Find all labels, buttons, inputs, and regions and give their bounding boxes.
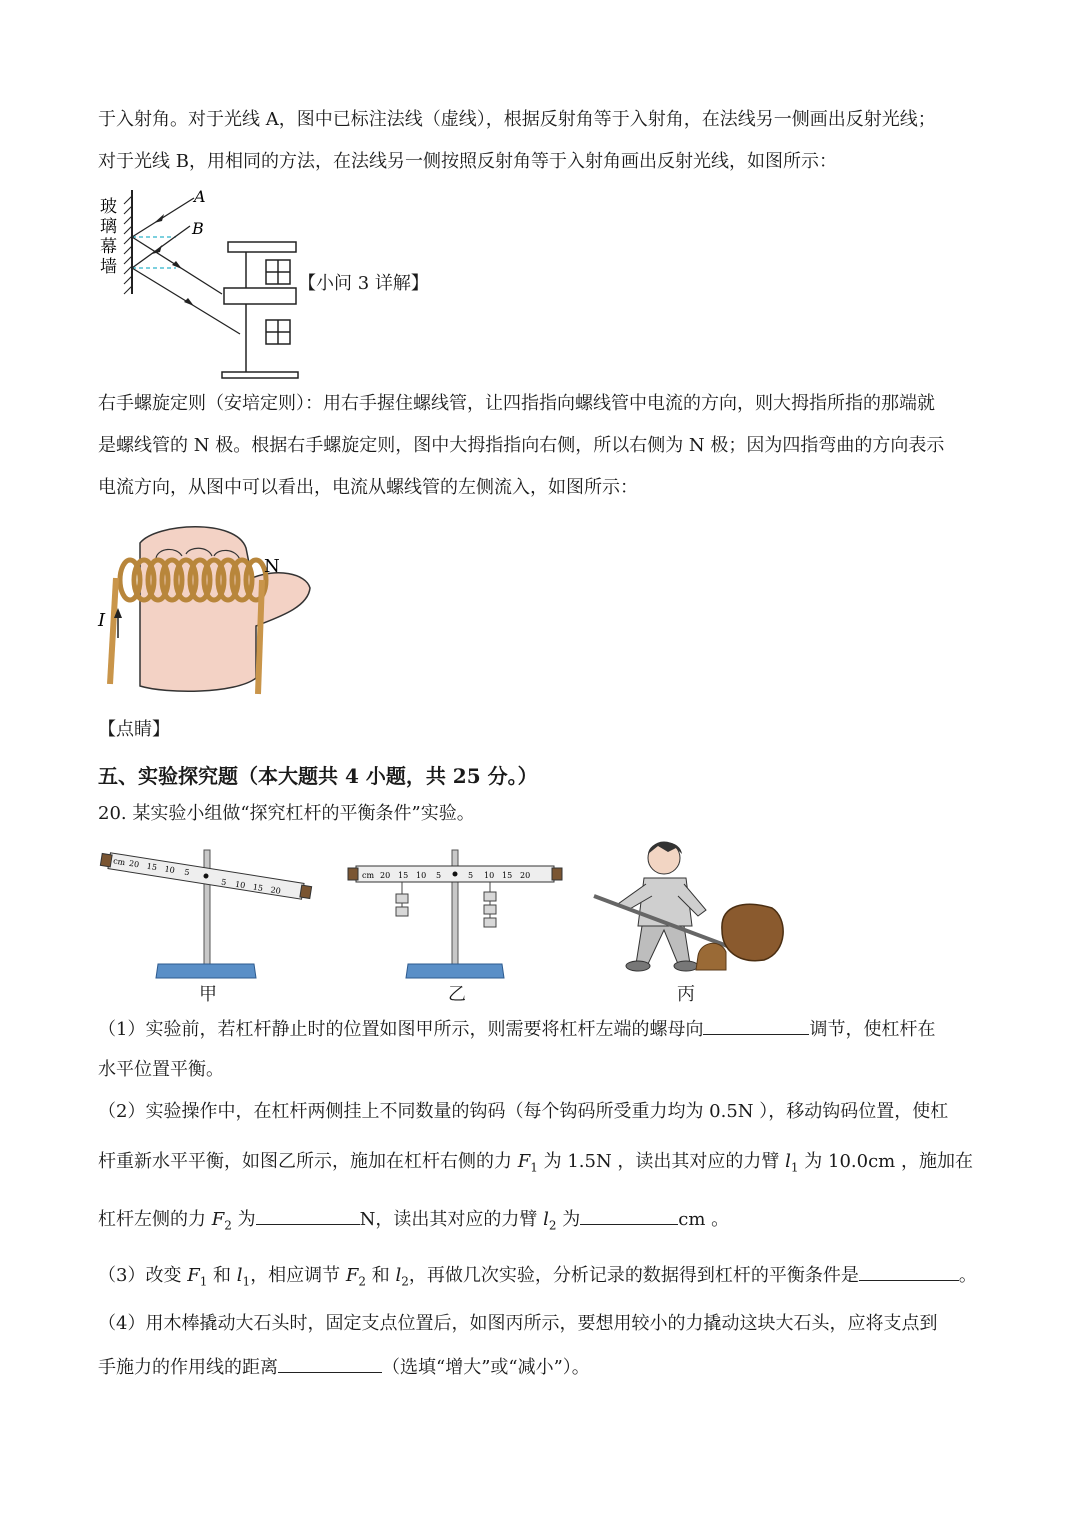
symbol-l1-sub: 1 [790, 1160, 799, 1175]
part4-line2 [98, 1354, 590, 1380]
jia-tick-2: 15 [146, 861, 158, 873]
symbol-l1: l [785, 1151, 791, 1172]
jia-tick-3: 10 [163, 864, 176, 875]
wall-char-1: 玻 [100, 197, 117, 217]
figure-bing [588, 838, 794, 980]
part4-line2-b: （选填“增大”或“减小”）。 [382, 1357, 590, 1378]
part2-line2-b: 为 1.5N ，读出其对应的力臂 [537, 1151, 786, 1172]
part4-line1: （4）用木棒撬动大石头时，固定支点位置后，如图丙所示，要想用较小的力撬动这块大石头，应将支点到 [98, 1313, 938, 1334]
yi-tick-6: 10 [484, 871, 495, 880]
part3-l1-sub: 1 [242, 1274, 251, 1289]
part3-answer-blank[interactable] [859, 1262, 959, 1281]
part1-text-b: 调节，使杠杆在 [809, 1019, 936, 1040]
part3-f: 。 [958, 1265, 977, 1286]
yi-tick-1: 20 [380, 871, 391, 880]
part3-f2: F [345, 1265, 359, 1286]
part3-line [98, 1262, 977, 1294]
symbol-f2-sub: 2 [224, 1218, 232, 1233]
part1-line1 [98, 1016, 935, 1042]
right-hand-rule-figure [96, 518, 316, 698]
part2-line2-c: 为 10.0cm ，施加在 [798, 1151, 973, 1172]
jia-tick-4: 5 [183, 867, 191, 878]
part2-line3-d: 为 [556, 1209, 581, 1230]
part4-answer-blank[interactable] [278, 1354, 382, 1373]
part2-line3-a: 杠杆左侧的力 [98, 1209, 212, 1230]
part2-line2-a: 杆重新水平平衡，如图乙所示，施加在杠杆右侧的力 [98, 1151, 518, 1172]
ray-a-label: A [194, 187, 206, 206]
part3-d: 和 [366, 1265, 396, 1286]
jia-unit: cm [112, 856, 126, 868]
paragraph2-line2: 是螺线管的 N 极。根据右手螺旋定则，图中大拇指指向右侧，所以右侧为 N 极；因为四指弯曲的方向表示 [98, 435, 945, 456]
figure-label-yi: 乙 [448, 984, 466, 1005]
jia-tick-7: 15 [252, 882, 264, 894]
part3-l1: l [236, 1265, 243, 1286]
part3-f1-sub: 1 [199, 1274, 208, 1289]
symbol-l2-sub: 2 [548, 1218, 557, 1233]
lead-wire-right [258, 580, 262, 694]
pole-label: N [264, 556, 280, 577]
yi-tick-5: 5 [468, 871, 474, 880]
comment-label: 【点睛】 [98, 719, 170, 740]
lead-wire-left [110, 578, 116, 684]
jia-tick-5: 5 [220, 877, 227, 888]
big-rock [722, 904, 783, 960]
building [222, 242, 298, 378]
part4-line2-a: 手施力的作用线的距离 [98, 1357, 278, 1378]
current-label: I [98, 610, 106, 631]
symbol-f1-sub: 1 [530, 1160, 538, 1175]
figure-label-bing: 丙 [677, 984, 695, 1005]
part1-text-a: （1）实验前，若杠杆静止时的位置如图甲所示，则需要将杠杆左端的螺母向 [98, 1019, 704, 1040]
yi-tick-3: 10 [416, 871, 427, 880]
part2-line2 [98, 1150, 973, 1180]
paragraph1-line1: 于入射角。对于光线 A，图中已标注法线（虚线），根据反射角等于入射角，在法线另一侧画出反射光线； [98, 109, 936, 130]
question20-stem: 20. 某实验小组做“探究杠杆的平衡条件”实验。 [98, 803, 475, 824]
symbol-f2: F [211, 1209, 225, 1230]
yi-unit: cm [362, 871, 375, 880]
wall-char-2: 璃 [100, 217, 117, 237]
wall-char-3: 幕 [100, 237, 117, 257]
part1-answer-blank[interactable] [703, 1016, 809, 1035]
ray-b-label: B [192, 219, 204, 238]
hand-shape [140, 527, 310, 692]
figure-yi [344, 840, 566, 982]
part2-line3 [98, 1206, 729, 1238]
part3-b: 和 [207, 1265, 237, 1286]
part2-line3-e: cm 。 [678, 1209, 730, 1230]
subquestion3-label: 【小问 3 详解】 [298, 273, 429, 294]
wall-label [100, 197, 117, 277]
fulcrum-rock [696, 943, 726, 970]
part3-f2-sub: 2 [358, 1274, 367, 1289]
jia-tick-1: 20 [128, 858, 140, 870]
part2-line1: （2）实验操作中，在杠杆两侧挂上不同数量的钩码（每个钩码所受重力均为 0.5N ），移动钩码位置，使杠 [98, 1101, 949, 1122]
yi-tick-2: 15 [398, 871, 409, 880]
paragraph2-line1: 右手螺旋定则（安培定则）：用右手握住螺线管，让四指指向螺线管中电流的方向，则大拇指所指的那端就 [98, 393, 935, 414]
part3-e: ，再做几次实验，分析记录的数据得到杠杆的平衡条件是 [408, 1265, 859, 1286]
jia-tick-6: 10 [234, 879, 246, 891]
yi-hooks-left [396, 882, 408, 916]
part3-a: （3）改变 [98, 1265, 188, 1286]
part1-line2: 水平位置平衡。 [98, 1059, 224, 1080]
figure-label-jia: 甲 [199, 984, 217, 1005]
symbol-f1: F [517, 1151, 531, 1172]
yi-hooks-right [484, 882, 496, 927]
part2-line3-b: 为 [231, 1209, 256, 1230]
part2-force-blank[interactable] [256, 1206, 360, 1225]
part3-l2-sub: 2 [401, 1274, 409, 1289]
figure-jia [96, 840, 316, 982]
part3-l2: l [395, 1265, 402, 1286]
part3-c: ，相应调节 [250, 1265, 346, 1286]
yi-tick-7: 15 [502, 871, 513, 880]
yi-tick-4: 5 [436, 871, 442, 880]
paragraph2-line3: 电流方向，从图中可以看出，电流从螺线管的左侧流入，如图所示： [98, 477, 638, 498]
symbol-l2: l [543, 1209, 549, 1230]
jia-tick-8: 20 [269, 885, 282, 896]
boy-figure [618, 842, 706, 971]
section-heading: 五、实验探究题（本大题共 4 小题，共 25 分。） [98, 764, 538, 788]
part2-line3-c: N，读出其对应的力臂 [359, 1209, 544, 1230]
wall-char-4: 墙 [100, 257, 117, 277]
yi-tick-8: 20 [520, 871, 531, 880]
reflection-figure [96, 186, 306, 381]
part2-arm-blank[interactable] [580, 1206, 678, 1225]
part3-f1: F [187, 1265, 200, 1286]
paragraph1-line2: 对于光线 B，用相同的方法，在法线另一侧按照反射角等于入射角画出反射光线，如图所示： [98, 151, 837, 172]
